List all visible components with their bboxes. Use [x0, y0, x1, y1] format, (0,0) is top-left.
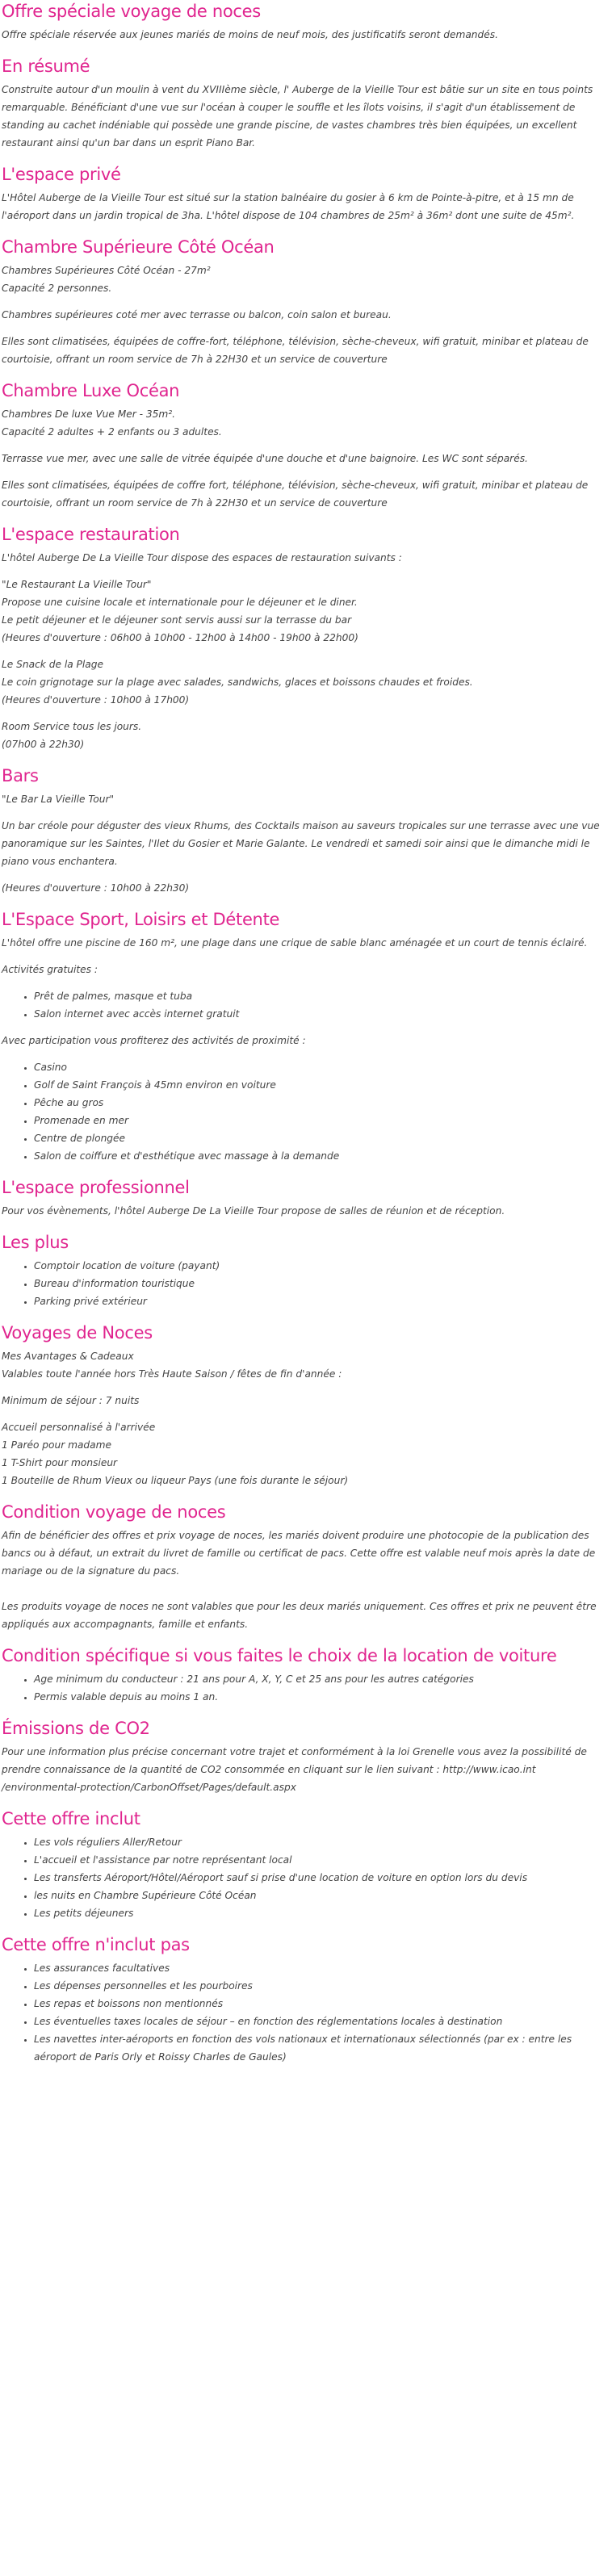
paragraph: L'hôtel offre une piscine de 160 m², une plage dans une crique de sable blanc aménagée et un court de tennis éclairé.: [2, 937, 588, 949]
list-item: • Les transferts Aéroport/Hôtel/Aéroport sauf si prise d'une location de voiture en option lors du devis: [34, 1869, 606, 1887]
section-title: Voyages de Noces: [2, 1323, 153, 1342]
list-item: • Les navettes inter-aéroports en fonction des vols nationaux et internationaux sélectionnés (par ex : entre les aéroport de Paris Orly et Roissy Charles de Gaules): [34, 2030, 606, 2066]
list-item: • Pêche au gros: [34, 1094, 606, 1112]
section-title: Cette offre inclut: [2, 1809, 140, 1828]
text-line: "Le Restaurant La Vieille Tour": [2, 579, 152, 590]
list-item: • Comptoir location de voiture (payant): [34, 1257, 606, 1275]
section-sport-loisirs: [2, 908, 606, 1165]
section-restauration: [2, 523, 606, 753]
text-line: (Heures d'ouverture : 06h00 à 10h00 - 12h00 à 14h00 - 19h00 à 22h00): [2, 632, 358, 643]
paragraph: Elles sont climatisées, équipées de coffre-fort, téléphone, télévision, sèche-cheveux, wifi gratuit, minibar et plateau de courtoisie, offrant un room service de 7h à 22H30 et un service de couverture: [2, 336, 589, 365]
room-specs: [2, 262, 606, 297]
paragraph: L'hôtel Auberge De La Vieille Tour dispose des espaces de restauration suivants :: [2, 552, 402, 563]
section-title: Cette offre n'inclut pas: [2, 1935, 190, 1954]
text-line: (07h00 à 22h30): [2, 739, 85, 750]
section-emissions-co2: [2, 1717, 606, 1796]
section-offre-ninclut-pas: [2, 1933, 606, 2066]
list-item: • Les vols réguliers Aller/Retour: [34, 1833, 606, 1851]
paragraph: Les produits voyage de noces ne sont valables que pour les deux mariés uniquement. Ces offres et prix ne peuvent être appliqués aux accompagnants, famille et enfants.: [2, 1601, 597, 1630]
text-line: Valables toute l'année hors Très Haute Saison / fêtes de fin d'année :: [2, 1368, 342, 1380]
room-specs: [2, 405, 606, 441]
text-line: Capacité 2 adultes + 2 enfants ou 3 adultes.: [2, 426, 222, 438]
section-offre-inclut: [2, 1807, 606, 1922]
paragraph: Elles sont climatisées, équipées de coffre fort, téléphone, télévision, sèche-cheveux, wifi gratuit, minibar et plateau de courtoisie, offrant un room service de 7h à 22H30 et un service de couverture: [2, 480, 589, 509]
section-chambre-superieure: [2, 236, 606, 368]
text-line: Le coin grignotage sur la plage avec salades, sandwichs, glaces et boissons chaudes et froides.: [2, 676, 473, 688]
excluded-list: [2, 1959, 606, 2066]
list-item: • Promenade en mer: [34, 1112, 606, 1129]
text-line: Chambres Supérieures Côté Océan - 27m²: [2, 265, 211, 276]
paragraph: Construite autour d'un moulin à vent du XVIIIème siècle, l' Auberge de la Vieille Tour est bâtie sur un site en tous points remarquable. Bénéficiant d'une vue sur l'océan à couper le souffle et les îlots voisins, il s'agit d'un établissement de standing au cachet indéniable qui possède une grande piscine, de vastes chambres très bien équipées, un excellent restaurant ainsi qu'un bar dans un esprit Piano Bar.: [2, 84, 593, 149]
text-line: Capacité 2 personnes.: [2, 283, 112, 294]
section-title: L'Espace Sport, Loisirs et Détente: [2, 910, 280, 929]
list-item: • Salon de coiffure et d'esthétique avec massage à la demande: [34, 1147, 606, 1165]
text-line: (Heures d'ouverture : 10h00 à 17h00): [2, 694, 190, 706]
list-item: • Les repas et boissons non mentionnés: [34, 1995, 606, 2013]
car-rental-conditions-list: [2, 1670, 606, 1706]
text-line: 1 Paréo pour madame: [2, 1439, 112, 1451]
paid-activities-list: [2, 1058, 606, 1165]
paragraph: L'Hôtel Auberge de la Vieille Tour est situé sur la station balnéaire du gosier à 6 km de Pointe-à-pitre, et à 15 mn de l'aéroport dans un jardin tropical de 3ha. L'hôtel dispose de 104 chambres de 25m² à 36m² dont une suite de 45m².: [2, 192, 575, 221]
section-resume: [2, 55, 606, 152]
section-title: Émissions de CO2: [2, 1719, 150, 1738]
section-les-plus: [2, 1231, 606, 1310]
section-title: Chambre Luxe Océan: [2, 381, 180, 400]
list-item: • Permis valable depuis au moins 1 an.: [34, 1688, 606, 1706]
text-line: Chambres De luxe Vue Mer - 35m².: [2, 408, 176, 420]
section-offre-speciale: [2, 0, 606, 44]
list-item: • Les éventuelles taxes locales de séjour – en fonction des réglementations locales à destination: [34, 2013, 606, 2030]
paragraph: Pour une information plus précise concernant votre trajet et conformément à la loi Grenelle vous avez la possibilité de prendre connaissance de la quantité de CO2 consommée en cliquant sur le lien suivant : http://www.icao.int /environmental-protection/CarbonOffset/Pages/default.aspx: [2, 1746, 587, 1793]
section-location-voiture: [2, 1644, 606, 1706]
text-line: 1 T-Shirt pour monsieur: [2, 1457, 118, 1468]
section-title: L'espace restauration: [2, 525, 180, 544]
opening-hours: (Heures d'ouverture : 10h00 à 22h30): [2, 882, 190, 894]
text-line: Le Snack de la Plage: [2, 659, 103, 670]
section-title: Offre spéciale voyage de noces: [2, 2, 261, 21]
list-label: Activités gratuites :: [2, 964, 99, 975]
text-line: Room Service tous les jours.: [2, 721, 142, 732]
paragraph: Offre spéciale réservée aux jeunes mariés de moins de neuf mois, des justificatifs seront demandés.: [2, 29, 498, 40]
minimum-stay: Minimum de séjour : 7 nuits: [2, 1395, 140, 1406]
section-title: Les plus: [2, 1233, 69, 1252]
list-item: • Les assurances facultatives: [34, 1959, 606, 1977]
section-espace-prive: [2, 163, 606, 224]
free-activities-list: [2, 987, 606, 1023]
list-item: • Casino: [34, 1058, 606, 1076]
text-line: Propose une cuisine locale et internationale pour le déjeuner et le diner.: [2, 597, 358, 608]
text-line: 1 Bouteille de Rhum Vieux ou liqueur Pays (une fois durante le séjour): [2, 1475, 349, 1486]
list-label: Avec participation vous profiterez des activités de proximité :: [2, 1035, 306, 1046]
section-title: L'espace professionnel: [2, 1178, 190, 1197]
paragraph: Terrasse vue mer, avec une salle de vitrée équipée d'une douche et d'une baignoire. Les WC sont séparés.: [2, 453, 528, 464]
section-bars: [2, 764, 606, 897]
section-title: Chambre Supérieure Côté Océan: [2, 237, 275, 257]
list-item: • Bureau d'information touristique: [34, 1275, 606, 1292]
list-item: • Age minimum du conducteur : 21 ans pour A, X, Y, C et 25 ans pour les autres catégories: [34, 1670, 606, 1688]
list-item: • Les dépenses personnelles et les pourboires: [34, 1977, 606, 1995]
list-item: • Golf de Saint François à 45mn environ en voiture: [34, 1076, 606, 1094]
room-service-block: [2, 718, 606, 753]
paragraph: Pour vos évènements, l'hôtel Auberge De La Vieille Tour propose de salles de réunion et de réception.: [2, 1205, 505, 1217]
extras-list: [2, 1257, 606, 1310]
restaurant-block: [2, 576, 606, 647]
paragraph: Chambres supérieures coté mer avec terrasse ou balcon, coin salon et bureau.: [2, 309, 392, 320]
list-item: • les nuits en Chambre Supérieure Côté Océan: [34, 1887, 606, 1904]
section-title: Bars: [2, 766, 39, 785]
snack-block: [2, 656, 606, 709]
section-title: En résumé: [2, 57, 90, 76]
section-voyages-de-noces: [2, 1322, 606, 1489]
section-title: Condition voyage de noces: [2, 1502, 226, 1522]
text-line: Le petit déjeuner et le déjeuner sont servis aussi sur la terrasse du bar: [2, 614, 352, 626]
advantages-block: [2, 1347, 606, 1383]
gifts-block: [2, 1418, 606, 1489]
list-item: • L'accueil et l'assistance par notre représentant local: [34, 1851, 606, 1869]
section-chambre-luxe: [2, 379, 606, 512]
list-item: • Centre de plongée: [34, 1129, 606, 1147]
list-item: • Prêt de palmes, masque et tuba: [34, 987, 606, 1005]
section-espace-professionnel: [2, 1176, 606, 1220]
list-item: • Salon internet avec accès internet gratuit: [34, 1005, 606, 1023]
section-title: L'espace privé: [2, 165, 121, 184]
included-list: [2, 1833, 606, 1922]
section-condition-voyage-noces: [2, 1501, 606, 1633]
paragraph: Afin de bénéficier des offres et prix voyage de noces, les mariés doivent produire une photocopie de la publication des bancs ou à défaut, un extrait du livret de famille ou certificat de pacs. Cette offre est valable neuf mois après la date de mariage ou de la signature du pacs.: [2, 1530, 596, 1577]
section-title: Condition spécifique si vous faites le choix de la location de voiture: [2, 1646, 557, 1665]
list-item: • Les petits déjeuners: [34, 1904, 606, 1922]
paragraph: Un bar créole pour déguster des vieux Rhums, des Cocktails maison au saveurs tropicales sur une terrasse avec une vue panoramique sur les Saintes, l'Ilet du Gosier et Marie Galante. Le vendredi et samedi soir ainsi que le dimanche midi le piano vous enchantera.: [2, 820, 600, 867]
text-line: Accueil personnalisé à l'arrivée: [2, 1422, 156, 1433]
bar-name: "Le Bar La Vieille Tour": [2, 794, 115, 805]
text-line: Mes Avantages & Cadeaux: [2, 1351, 134, 1362]
list-item: • Parking privé extérieur: [34, 1292, 606, 1310]
